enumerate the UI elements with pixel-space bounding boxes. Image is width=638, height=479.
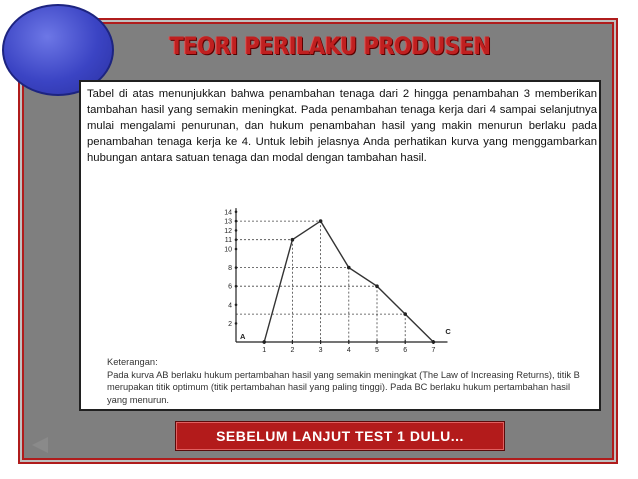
y-tick-label: 13	[224, 218, 232, 226]
x-tick-label: 6	[403, 347, 408, 354]
y-tick-label: 8	[228, 265, 232, 273]
explanation-paragraph: Tabel di atas menunjukkan bahwa penambahan tenaga dari 2 hingga penambahan 3 memberikan tambahan hasil yang semakin meningkat. Pada penambahan tenaga kerja dari 4 sampai selanjutnya mulai mengalami penurunan, dan hukum penambahan hasil yang makin menurun berlaku pada penambahan tenaga kerja ke 4. Untuk lebih jelasnya Anda perhatikan kurva yang menggambarkan hubungan antara satuan tenaga dan modal dengan tambahan hasil.	[87, 88, 597, 164]
y-tick-label: 12	[224, 227, 232, 235]
x-tick-label: 1	[262, 347, 267, 354]
data-point	[403, 312, 407, 316]
point-label-a: A	[240, 332, 246, 341]
y-tick-label: 6	[228, 283, 232, 291]
y-tick-label: 4	[228, 302, 232, 310]
y-tick	[235, 266, 238, 269]
y-tick	[235, 238, 238, 241]
test-button[interactable]: SEBELUM LANJUT TEST 1 DULU...	[175, 421, 505, 451]
data-point	[432, 340, 436, 344]
back-arrow-icon[interactable]	[32, 437, 48, 453]
data-point	[291, 238, 295, 242]
y-tick	[235, 211, 238, 214]
x-tick-label: 7	[431, 347, 436, 354]
data-point	[262, 340, 266, 344]
y-tick-label: 11	[224, 237, 232, 245]
y-tick	[235, 220, 238, 223]
y-tick	[235, 304, 238, 307]
x-tick-label: 5	[375, 347, 379, 354]
legend-title: Keterangan:	[107, 357, 158, 367]
y-tick-label: 14	[224, 209, 232, 217]
y-tick	[235, 248, 238, 251]
y-tick-label: 2	[228, 320, 232, 328]
x-tick-label: 2	[290, 347, 295, 354]
data-point	[319, 219, 323, 223]
data-point	[375, 284, 379, 288]
y-tick-label: 10	[224, 246, 232, 254]
legend-text: Pada kurva AB berlaku hukum pertambahan hasil yang semakin meningkat (The Law of Increasing Returns), titik B merupakan titik optimum (titik pertambahan hasil yang paling tinggi). Pada BC berlaku hukum pertambahan hasil yang menurun.	[107, 369, 580, 405]
slide-title: TEORI PERILAKU PRODUSEN	[169, 32, 491, 60]
data-point	[347, 266, 351, 270]
content-box	[79, 80, 601, 411]
x-tick-label: 3	[318, 347, 323, 354]
x-tick-label: 4	[346, 347, 351, 354]
y-tick	[235, 229, 238, 232]
point-label-c: C	[445, 327, 451, 336]
y-tick	[235, 322, 238, 325]
legend	[107, 356, 587, 406]
y-tick	[235, 285, 238, 288]
